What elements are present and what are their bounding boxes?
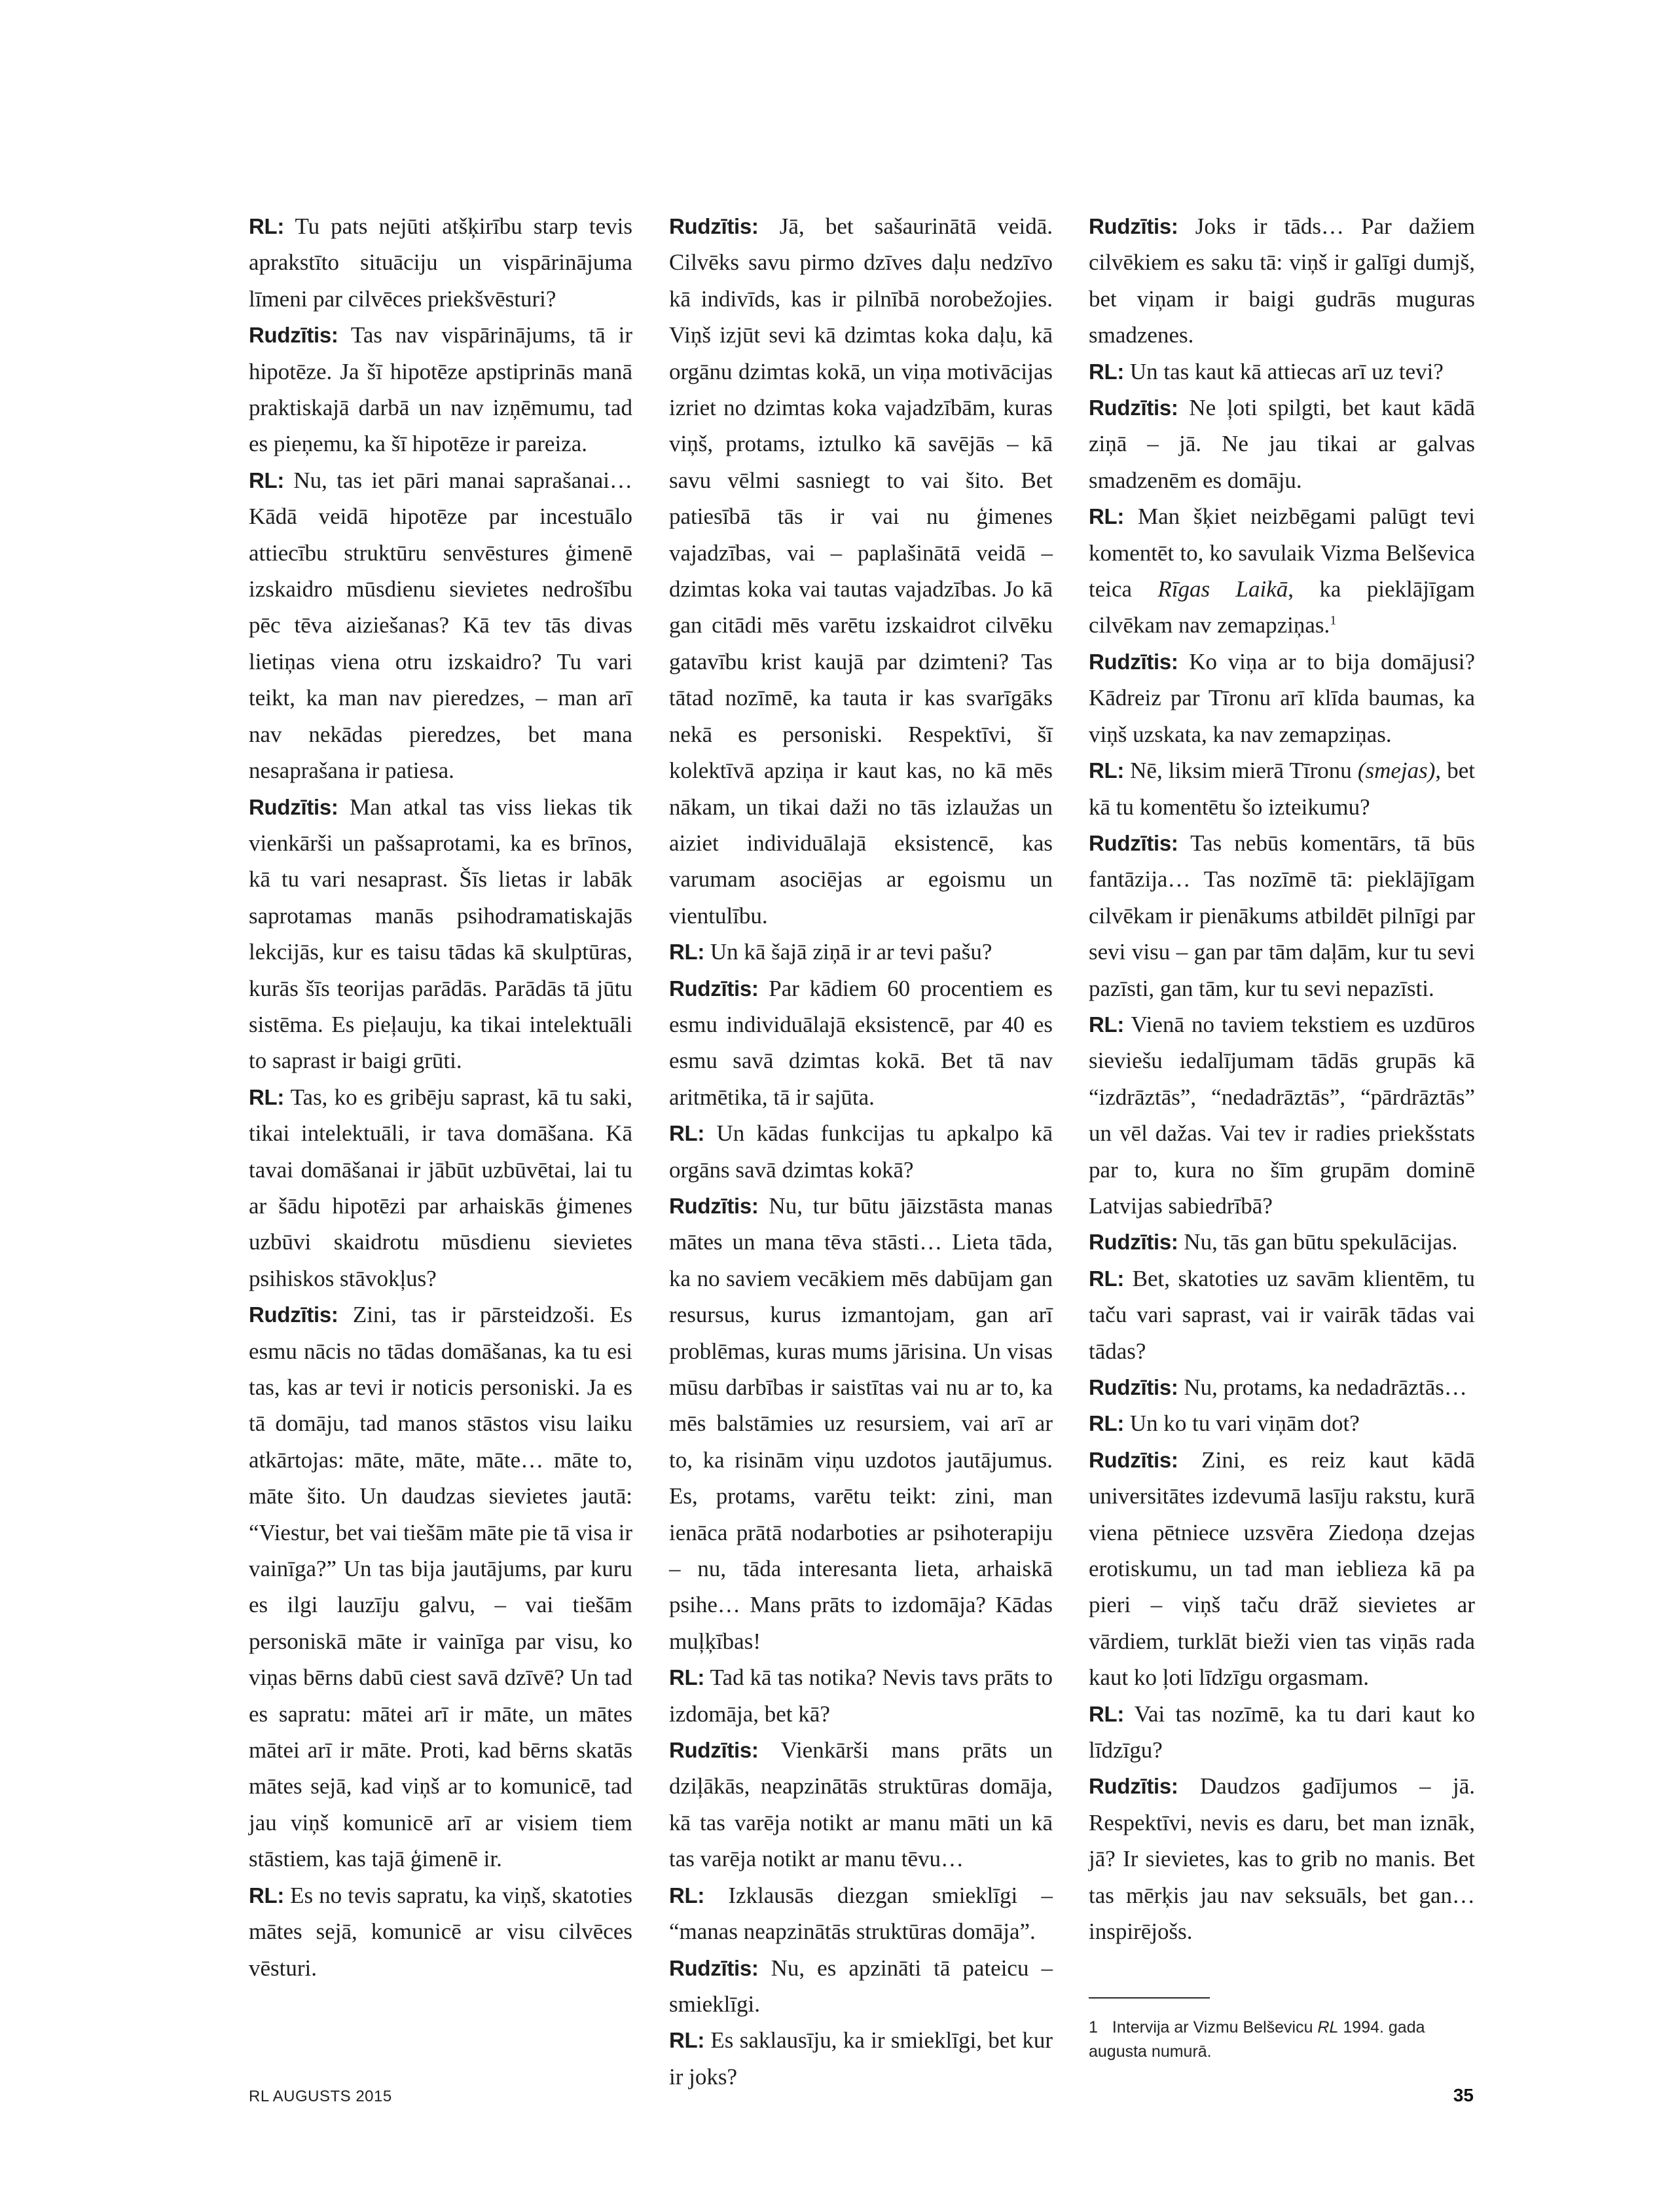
speaker-label: Rudzītis: [249,794,338,819]
paragraph-text: Zini, es reiz kaut kādā universitātes izdevumā lasīju rakstu, kurā viena pētniece uzsvēra Ziedoņa dzejas erotiskumu, un tad man ieblieza kā pa pieri – viņš taču drāž sievietes ar vārdiem, turklāt bieži vien tas viņās rada kaut ko ļoti līdzīgu orgasmam. [1089,1447,1475,1691]
interview-paragraph [669,1732,1053,1877]
speaker-label: RL: [669,940,705,965]
paragraph-text: Tad kā tas notika? Nevis tavs prāts to izdomāja, bet kā? [669,1665,1053,1727]
speaker-label: RL: [669,1665,705,1690]
speaker-label: Rudzītis: [669,976,759,1001]
speaker-label: RL: [1089,504,1125,529]
speaker-label: RL: [1089,758,1125,783]
paragraph-text: Tu pats nejūti atšķirību starp tevis aprakstīto situāciju un vispārinājuma līmeni par cilvēces priekšvēsturi? [249,213,632,312]
interview-paragraph [669,1115,1053,1188]
interview-paragraph [1089,208,1475,354]
article-column-2 [669,208,1053,2095]
speaker-label: Rudzītis: [1089,1375,1178,1399]
speaker-label: Rudzītis: [669,1955,759,1980]
paragraph-text: Es no tevis sapratu, ka viņš, skatoties mātes sejā, komunicē ar visu cilvēces vēsturi. [249,1882,632,1981]
italic-text: (smejas) [1357,758,1436,784]
interview-paragraph [1089,1006,1475,1224]
speaker-label: Rudzītis: [1089,649,1178,674]
footnote-text-after: 1994. gada augusta numurā. [1089,2018,1425,2061]
interview-paragraph [669,1659,1053,1732]
speaker-label: Rudzītis: [669,214,759,238]
interview-paragraph [669,208,1053,934]
interview-paragraph [1089,1442,1475,1696]
speaker-label: RL: [1089,1411,1125,1436]
paragraph-text-cont: , bet kā tu komentētu šo izteikumu? [1089,758,1475,820]
interview-paragraph [1089,752,1475,825]
speaker-label: RL: [249,1883,285,1908]
paragraph-text: Nē, liksim mierā Tīronu [1124,758,1358,784]
speaker-label: RL: [1089,1701,1125,1726]
paragraph-text: Nu, tur būtu jāizstāsta manas mātes un mana tēva stāsti… Lieta tāda, ka no saviem vecākiem mēs dabūjam gan resursus, kurus izmantojam, gan arī problēmas, kuras mums jārisina. Un visas mūsu darbības ir saistītas vai nu ar to, ka mēs balstāmies uz resursiem, vai arī ar to, ka risinām viņu uzdotos jautājumus. Es, protams, varētu teikt: zini, man ienāca prātā nodarboties ar psihoterapiju – nu, tāda interesanta lieta, arhaiskā psihe… Mans prāts to izdomāja? Kādas muļķības! [669,1192,1053,1654]
speaker-label: RL: [249,214,285,238]
paragraph-text: Izklausās diezgan smieklīgi – “manas neapzinātās struktūras domāja”. [669,1882,1053,1945]
speaker-label: RL: [669,1883,705,1908]
interview-paragraph [669,970,1053,1116]
footnote-italic: RL [1317,2018,1339,2037]
paragraph-text: Man atkal tas viss liekas tik vienkārši un pašsaprotami, ka es brīnos, kā tu vari nesaprast. Šīs lietas ir labāk saprotamas manās psihodramatiskajās lekcijās, kur es taisu tādas kā skulptūras, kurās šīs teorijas parādās. Parādās tā jūtu sistēma. Es pieļauju, ka tikai intelektuāli to saprast ir baigi grūti. [249,794,632,1074]
interview-paragraph [249,462,632,789]
paragraph-text: Un kā šajā ziņā ir ar tevi pašu? [704,939,992,965]
paragraph-text: Bet, skatoties uz savām klientēm, tu taču vari saprast, vai ir vairāk tādas vai tādas? [1089,1265,1475,1364]
paragraph-text: Zini, tas ir pārsteidzoši. Es esmu nācis no tādas domāšanas, ka tu esi tas, kas ar tevi ir noticis personiski. Ja es tā domāju, tad manos stāstos visu laiku atkārtojas: māte, māte, māte… māte to, māte šito. Un daudzas sievietes jautā: “Viestur, bet vai tiešām māte pie tā visa ir vainīga?” Un tas bija jautājums, par kuru es ilgi lauzīju galvu, – vai tiešām personiskā māte ir vainīga par visu, ko viņas bērns dabū ciest savā dzīvē? Un tad es sapratu: mātei arī ir māte, un mātes mātei arī ir māte. Proti, kad bērns skatās mātes sejā, kad viņš ar to komunicē, tad jau viņš komunicē arī ar visiem tiem stāstiem, kas tajā ģimenē ir. [249,1302,632,1872]
paragraph-text-cont: , ka pieklājīgam cilvēkam nav zemapziņas. [1089,576,1475,638]
article-column-3 [1089,208,1475,1950]
paragraph-text: Vai tas nozīmē, ka tu dari kaut ko līdzīgu? [1089,1701,1475,1763]
paragraph-text: Vienkārši mans prāts un dziļākās, neapzinātās struktūras domāja, kā tas varēja notikt ar manu māti un kā tas varēja notikt ar manu tēvu… [669,1737,1053,1872]
paragraph-text: Tas nav vispārinājums, tā ir hipotēze. Ja šī hipotēze apstiprinās manā praktiskajā darbā un nav izņēmumu, tad es pieņemu, ka šī hipotēze ir pareiza. [249,322,632,457]
speaker-label: Rudzītis: [1089,1447,1178,1472]
paragraph-text: Un kādas funkcijas tu apkalpo kā orgāns savā dzimtas kokā? [669,1120,1053,1183]
interview-paragraph [669,1877,1053,1950]
paragraph-text: Nu, es apzināti tā pateicu – smieklīgi. [669,1955,1053,2017]
interview-paragraph [1089,1768,1475,1949]
interview-paragraph [1089,1405,1475,1441]
paragraph-text: Tas, ko es gribēju saprast, kā tu saki, tikai intelektuāli, ir tava domāšana. Kā tavai domāšanai ir jābūt uzbūvētai, lai tu ar šādu hipotēzi par arhaiskās ģimenes uzbūvi skaidrotu mūsdienu sievietes psihiskos stāvokļus? [249,1084,632,1291]
interview-paragraph [1089,1696,1475,1769]
footnote [1089,2016,1475,2064]
interview-paragraph [669,1950,1053,2023]
speaker-label: Rudzītis: [1089,1774,1178,1799]
paragraph-text: Tas nebūs komentārs, tā būs fantāzija… Tas nozīmē tā: pieklājīgam cilvēkam ir pienākums atbildēt pilnīgi par sevi visu – gan par tām daļām, kur tu sevi pazīsti, gan tām, kur tu sevi nepazīsti. [1089,830,1475,1001]
paragraph-text: Es saklausīju, ka ir smieklīgi, bet kur ir joks? [669,2027,1053,2090]
interview-paragraph [249,789,632,1079]
footnote-divider [1089,1997,1210,1999]
speaker-label: Rudzītis: [1089,1230,1178,1255]
interview-paragraph [669,2022,1053,2095]
italic-text: Rīgas Laikā [1157,576,1288,602]
article-column-1 [249,208,632,1986]
interview-paragraph [249,1877,632,1986]
footer-magazine-issue: RL AUGUSTS 2015 [249,2088,392,2105]
paragraph-text: Nu, tas iet pāri manai saprašanai… Kādā veidā hipotēze par incestuālo attiecību struktūru senvēstures ģimenē izskaidro mūsdienu sievietes nedrošību pēc tēva aiziešanas? Kā tev tās divas lietiņas viena otru izskaidro? Tu vari teikt, ka man nav pieredzes, – man arī nav nekādas pieredzes, bet mana nesaprašana ir patiesa. [249,467,632,784]
paragraph-text: Un ko tu vari viņām dot? [1124,1410,1360,1437]
interview-paragraph [249,1079,632,1297]
interview-paragraph [1089,1261,1475,1369]
speaker-label: RL: [669,1121,705,1146]
speaker-label: Rudzītis: [249,1302,338,1327]
interview-paragraph [669,934,1053,970]
paragraph-text: Man šķiet neizbēgami palūgt tevi komentēt to, ko savulaik Vizma Belševica teica [1089,504,1475,602]
interview-paragraph [1089,825,1475,1006]
footnote-number: 1 [1089,2018,1098,2037]
interview-paragraph [1089,390,1475,498]
paragraph-text: Ko viņa ar to bija domājusi? Kādreiz par Tīronu arī klīda baumas, ka viņš uzskata, ka nav zemapziņas. [1089,648,1475,747]
interview-paragraph [1089,1224,1475,1260]
interview-paragraph [249,1297,632,1877]
paragraph-text: Un tas kaut kā attiecas arī uz tevi? [1124,358,1444,384]
speaker-label: RL: [249,468,285,492]
paragraph-text: Joks ir tāds… Par dažiem cilvēkiem es saku tā: viņš ir galīgi dumjš, bet viņam ir baigi gudrās muguras smadzenes. [1089,213,1475,348]
page-number: 35 [1453,2085,1474,2105]
paragraph-text: Daudzos gadījumos – jā. Respektīvi, nevis es daru, bet man iznāk, jā? Ir sievietes, kas to grib no manis. Bet tas mērķis jau nav seksuāls, bet gan… inspirējošs. [1089,1773,1475,1945]
speaker-label: Rudzītis: [1089,396,1178,420]
interview-paragraph [1089,498,1475,644]
speaker-label: Rudzītis: [1089,214,1178,238]
paragraph-text: Nu, protams, ka nedadrāztās… [1178,1374,1467,1400]
interview-paragraph [249,317,632,462]
paragraph-text: Jā, bet sašaurinātā veidā. Cilvēks savu pirmo dzīves daļu nedzīvo kā indivīds, kas ir pilnībā norobežojies. Viņš izjūt sevi kā dzimtas koka daļu, kā orgānu dzimtas kokā, un viņa motivācijas izriet no dzimtas koka vajadzībām, kuras viņš, protams, iztulko kā savējās – kā savu vēlmi sasniegt to vai šito. Bet patiesībā tās ir vai nu ģimenes vajadzības, vai – paplašinātā veidā – dzimtas koka vai tautas vajadzības. Jo kā gan citādi mēs varētu izskaidrot cilvēku gatavību krist kaujā par dzimteni? Tas tātad nozīmē, ka tauta ir kas svarīgāks nekā es personiski. Respektīvi, šī kolektīvā apziņa ir kaut kas, no kā mēs nākam, un tikai daži no tās izlaužas un aiziet individuālajā eksistencē, kas varumam asociējas ar egoismu un vientulību. [669,213,1053,929]
speaker-label: Rudzītis: [669,1193,759,1218]
interview-paragraph [669,1188,1053,1659]
speaker-label: RL: [249,1084,285,1109]
speaker-label: RL: [1089,359,1125,384]
interview-paragraph [1089,1369,1475,1405]
speaker-label: Rudzītis: [249,323,338,348]
interview-paragraph [249,208,632,317]
speaker-label: RL: [1089,1266,1125,1291]
paragraph-text: Vienā no taviem tekstiem es uzdūros sieviešu iedalījumam tādās grupās kā “izdrāztās”, “nedadrāztās”, “pārdrāztās” un vēl dažas. Vai tev ir radies priekšstats par to, kura no šīm grupām dominē Latvijas sabiedrībā? [1089,1011,1475,1219]
speaker-label: RL: [1089,1012,1125,1037]
footnote-text-before: Intervija ar Vizmu Belševicu [1112,2018,1318,2037]
paragraph-text: Nu, tās gan būtu spekulācijas. [1178,1229,1458,1255]
interview-paragraph [1089,644,1475,752]
speaker-label: Rudzītis: [1089,830,1178,855]
paragraph-text: Par kādiem 60 procentiem es esmu individuālajā eksistencē, par 40 es esmu savā dzimtas kokā. Bet tā nav aritmētika, tā ir sajūta. [669,975,1053,1110]
speaker-label: Rudzītis: [669,1738,759,1763]
speaker-label: RL: [669,2028,705,2053]
interview-paragraph [1089,354,1475,390]
footnote-ref: 1 [1330,613,1337,628]
paragraph-text: Ne ļoti spilgti, bet kaut kādā ziņā – jā. Ne jau tikai ar galvas smadzenēm es domāju. [1089,395,1475,493]
